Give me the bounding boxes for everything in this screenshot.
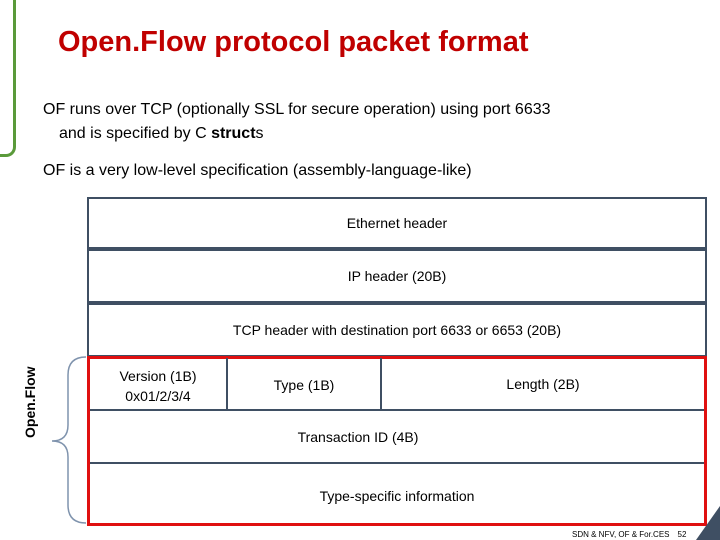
length-cell: Length (2B) — [506, 376, 580, 392]
type-cell: Type (1B) — [273, 377, 335, 393]
version-values: 0x01/2/3/4 — [125, 388, 191, 404]
bullet-low-level: OF is a very low-level specification (assembly-language-like) — [43, 162, 472, 179]
page-number: 52 — [677, 530, 687, 539]
bullet-tcp-line2 — [43, 122, 551, 146]
bullet-tcp-line2-post: s — [255, 125, 264, 142]
transaction-id-cell: Transaction ID (4B) — [297, 429, 419, 445]
row2-divider — [90, 462, 704, 464]
tcp-header-box — [87, 303, 707, 357]
bullet-tcp — [43, 98, 551, 146]
footer-text: SDN & NFV, OF & For.CES — [572, 530, 670, 539]
corner-decoration — [696, 506, 720, 540]
bullet-tcp-line2-pre: and is specified by C — [59, 125, 212, 142]
structs-keyword: struct — [211, 125, 256, 142]
tcp-header-label: TCP header with destination port 6633 or 6653 (20B) — [232, 322, 562, 338]
version-label: Version (1B) — [119, 368, 197, 384]
ethernet-header-label: Ethernet header — [346, 215, 448, 231]
ip-header-label: IP header (20B) — [347, 268, 447, 284]
ip-header-box — [87, 249, 707, 303]
openflow-side-label: Open.Flow — [22, 366, 38, 438]
slide-footer — [572, 530, 686, 539]
openflow-brace — [40, 355, 90, 527]
bullet-tcp-line1: OF runs over TCP (optionally SSL for secure operation) using port 6633 — [43, 101, 551, 118]
type-specific-cell: Type-specific information — [319, 488, 475, 504]
ethernet-header-box — [87, 197, 707, 249]
slide-title: Open.Flow protocol packet format — [58, 26, 529, 58]
accent-bar — [0, 0, 16, 157]
row1-divider — [90, 409, 704, 411]
version-cell — [90, 366, 226, 406]
